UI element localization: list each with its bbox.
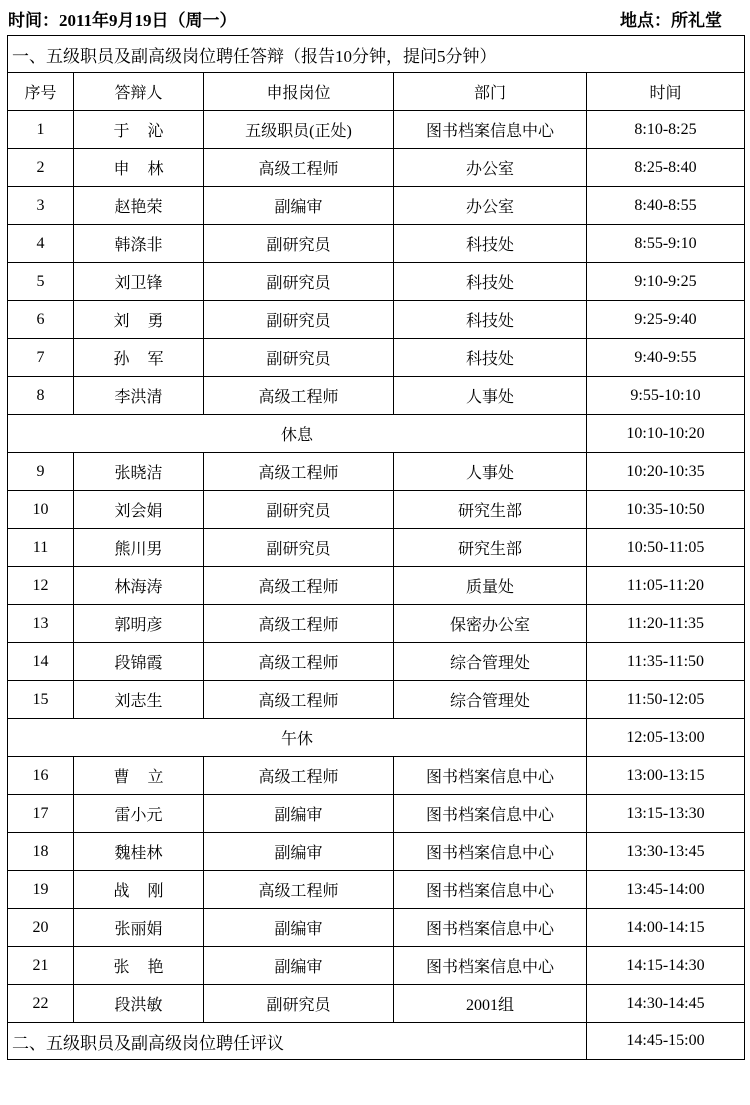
applied-post: 五级职员(正处) — [204, 111, 394, 149]
time-slot: 9:10-9:25 — [587, 263, 745, 301]
applied-post: 副研究员 — [204, 225, 394, 263]
department: 科技处 — [394, 339, 587, 377]
department: 保密办公室 — [394, 605, 587, 643]
section-1-title: 一、五级职员及副高级岗位聘任答辩（报告10分钟，提问5分钟） — [8, 36, 745, 73]
department: 科技处 — [394, 301, 587, 339]
break-label: 休息 — [8, 415, 587, 453]
respondent-name: 赵艳荣 — [74, 187, 204, 225]
table-row — [8, 187, 745, 225]
respondent-name: 张艳 — [74, 947, 204, 985]
time-slot: 8:10-8:25 — [587, 111, 745, 149]
respondent-name: 韩涤非 — [74, 225, 204, 263]
department: 办公室 — [394, 149, 587, 187]
column-header-name: 答辩人 — [74, 73, 204, 111]
row-number: 13 — [8, 605, 74, 643]
applied-post: 高级工程师 — [204, 605, 394, 643]
time-slot: 9:40-9:55 — [587, 339, 745, 377]
column-header-post: 申报岗位 — [204, 73, 394, 111]
time-slot: 13:00-13:15 — [587, 757, 745, 795]
document-header — [0, 0, 750, 33]
applied-post: 副研究员 — [204, 339, 394, 377]
row-number: 6 — [8, 301, 74, 339]
department: 2001组 — [394, 985, 587, 1023]
applied-post: 高级工程师 — [204, 567, 394, 605]
respondent-name: 张晓洁 — [74, 453, 204, 491]
respondent-name: 魏桂林 — [74, 833, 204, 871]
row-number: 17 — [8, 795, 74, 833]
table-row — [8, 681, 745, 719]
table-row — [8, 567, 745, 605]
row-number: 4 — [8, 225, 74, 263]
time-slot: 8:55-9:10 — [587, 225, 745, 263]
section-2-title: 二、五级职员及副高级岗位聘任评议 — [8, 1023, 587, 1060]
applied-post: 副编审 — [204, 795, 394, 833]
applied-post: 副研究员 — [204, 491, 394, 529]
respondent-name: 林海涛 — [74, 567, 204, 605]
break-row — [8, 415, 745, 453]
respondent-name: 雷小元 — [74, 795, 204, 833]
table-row — [8, 263, 745, 301]
department: 人事处 — [394, 377, 587, 415]
applied-post: 高级工程师 — [204, 149, 394, 187]
department: 研究生部 — [394, 529, 587, 567]
row-number: 10 — [8, 491, 74, 529]
table-row — [8, 377, 745, 415]
respondent-name: 刘志生 — [74, 681, 204, 719]
table-row — [8, 833, 745, 871]
time-slot: 11:05-11:20 — [587, 567, 745, 605]
department: 图书档案信息中心 — [394, 871, 587, 909]
time-slot: 9:25-9:40 — [587, 301, 745, 339]
table-row — [8, 757, 745, 795]
table-row — [8, 643, 745, 681]
department: 综合管理处 — [394, 643, 587, 681]
table-row — [8, 871, 745, 909]
table-row — [8, 301, 745, 339]
applied-post: 副研究员 — [204, 263, 394, 301]
department: 图书档案信息中心 — [394, 947, 587, 985]
department: 图书档案信息中心 — [394, 757, 587, 795]
table-row — [8, 225, 745, 263]
table-row — [8, 529, 745, 567]
department: 图书档案信息中心 — [394, 909, 587, 947]
table-row — [8, 909, 745, 947]
lunch-break-row — [8, 719, 745, 757]
respondent-name: 张丽娟 — [74, 909, 204, 947]
row-number: 20 — [8, 909, 74, 947]
time-slot: 8:40-8:55 — [587, 187, 745, 225]
respondent-name: 孙军 — [74, 339, 204, 377]
time-slot: 10:20-10:35 — [587, 453, 745, 491]
department: 办公室 — [394, 187, 587, 225]
table-row — [8, 947, 745, 985]
lunch-break-time: 12:05-13:00 — [587, 719, 745, 757]
time-slot: 14:30-14:45 — [587, 985, 745, 1023]
time-slot: 11:50-12:05 — [587, 681, 745, 719]
column-header-time: 时间 — [587, 73, 745, 111]
department: 图书档案信息中心 — [394, 833, 587, 871]
respondent-name: 刘卫锋 — [74, 263, 204, 301]
table-row — [8, 795, 745, 833]
row-number: 1 — [8, 111, 74, 149]
row-number: 12 — [8, 567, 74, 605]
table-row — [8, 149, 745, 187]
row-number: 15 — [8, 681, 74, 719]
table-row — [8, 985, 745, 1023]
table-row — [8, 339, 745, 377]
section-title-row — [8, 36, 745, 73]
section-2-row — [8, 1023, 745, 1060]
time-slot: 13:45-14:00 — [587, 871, 745, 909]
respondent-name: 段锦霞 — [74, 643, 204, 681]
row-number: 16 — [8, 757, 74, 795]
respondent-name: 战刚 — [74, 871, 204, 909]
meeting-time: 时间：2011年9月19日（周一） — [8, 11, 237, 30]
meeting-location: 地点：所礼堂 — [620, 11, 722, 30]
department: 人事处 — [394, 453, 587, 491]
row-number: 22 — [8, 985, 74, 1023]
row-number: 9 — [8, 453, 74, 491]
row-number: 18 — [8, 833, 74, 871]
applied-post: 副研究员 — [204, 985, 394, 1023]
applied-post: 副编审 — [204, 947, 394, 985]
row-number: 19 — [8, 871, 74, 909]
time-slot: 13:30-13:45 — [587, 833, 745, 871]
time-slot: 14:15-14:30 — [587, 947, 745, 985]
respondent-name: 申林 — [74, 149, 204, 187]
row-number: 2 — [8, 149, 74, 187]
time-slot: 10:35-10:50 — [587, 491, 745, 529]
lunch-break-label: 午休 — [8, 719, 587, 757]
table-row — [8, 453, 745, 491]
applied-post: 副编审 — [204, 909, 394, 947]
row-number: 7 — [8, 339, 74, 377]
applied-post: 副研究员 — [204, 301, 394, 339]
department: 图书档案信息中心 — [394, 795, 587, 833]
row-number: 8 — [8, 377, 74, 415]
column-header-no: 序号 — [8, 73, 74, 111]
department: 科技处 — [394, 263, 587, 301]
respondent-name: 刘勇 — [74, 301, 204, 339]
applied-post: 副编审 — [204, 833, 394, 871]
applied-post: 高级工程师 — [204, 681, 394, 719]
respondent-name: 刘会娟 — [74, 491, 204, 529]
table-row — [8, 605, 745, 643]
schedule-table — [7, 35, 745, 1060]
row-number: 14 — [8, 643, 74, 681]
time-slot: 14:00-14:15 — [587, 909, 745, 947]
row-number: 11 — [8, 529, 74, 567]
applied-post: 高级工程师 — [204, 377, 394, 415]
applied-post: 高级工程师 — [204, 453, 394, 491]
table-row — [8, 491, 745, 529]
respondent-name: 段洪敏 — [74, 985, 204, 1023]
department: 图书档案信息中心 — [394, 111, 587, 149]
department: 研究生部 — [394, 491, 587, 529]
section-2-time: 14:45-15:00 — [587, 1023, 745, 1060]
row-number: 21 — [8, 947, 74, 985]
department: 综合管理处 — [394, 681, 587, 719]
time-slot: 8:25-8:40 — [587, 149, 745, 187]
applied-post: 高级工程师 — [204, 757, 394, 795]
applied-post: 高级工程师 — [204, 871, 394, 909]
time-slot: 11:35-11:50 — [587, 643, 745, 681]
break-time: 10:10-10:20 — [587, 415, 745, 453]
row-number: 5 — [8, 263, 74, 301]
respondent-name: 李洪清 — [74, 377, 204, 415]
time-slot: 11:20-11:35 — [587, 605, 745, 643]
row-number: 3 — [8, 187, 74, 225]
applied-post: 副编审 — [204, 187, 394, 225]
respondent-name: 曹立 — [74, 757, 204, 795]
respondent-name: 于沁 — [74, 111, 204, 149]
column-header-dept: 部门 — [394, 73, 587, 111]
applied-post: 副研究员 — [204, 529, 394, 567]
respondent-name: 郭明彦 — [74, 605, 204, 643]
department: 科技处 — [394, 225, 587, 263]
respondent-name: 熊川男 — [74, 529, 204, 567]
table-header-row — [8, 73, 745, 111]
time-slot: 9:55-10:10 — [587, 377, 745, 415]
table-row — [8, 111, 745, 149]
applied-post: 高级工程师 — [204, 643, 394, 681]
time-slot: 13:15-13:30 — [587, 795, 745, 833]
time-slot: 10:50-11:05 — [587, 529, 745, 567]
department: 质量处 — [394, 567, 587, 605]
